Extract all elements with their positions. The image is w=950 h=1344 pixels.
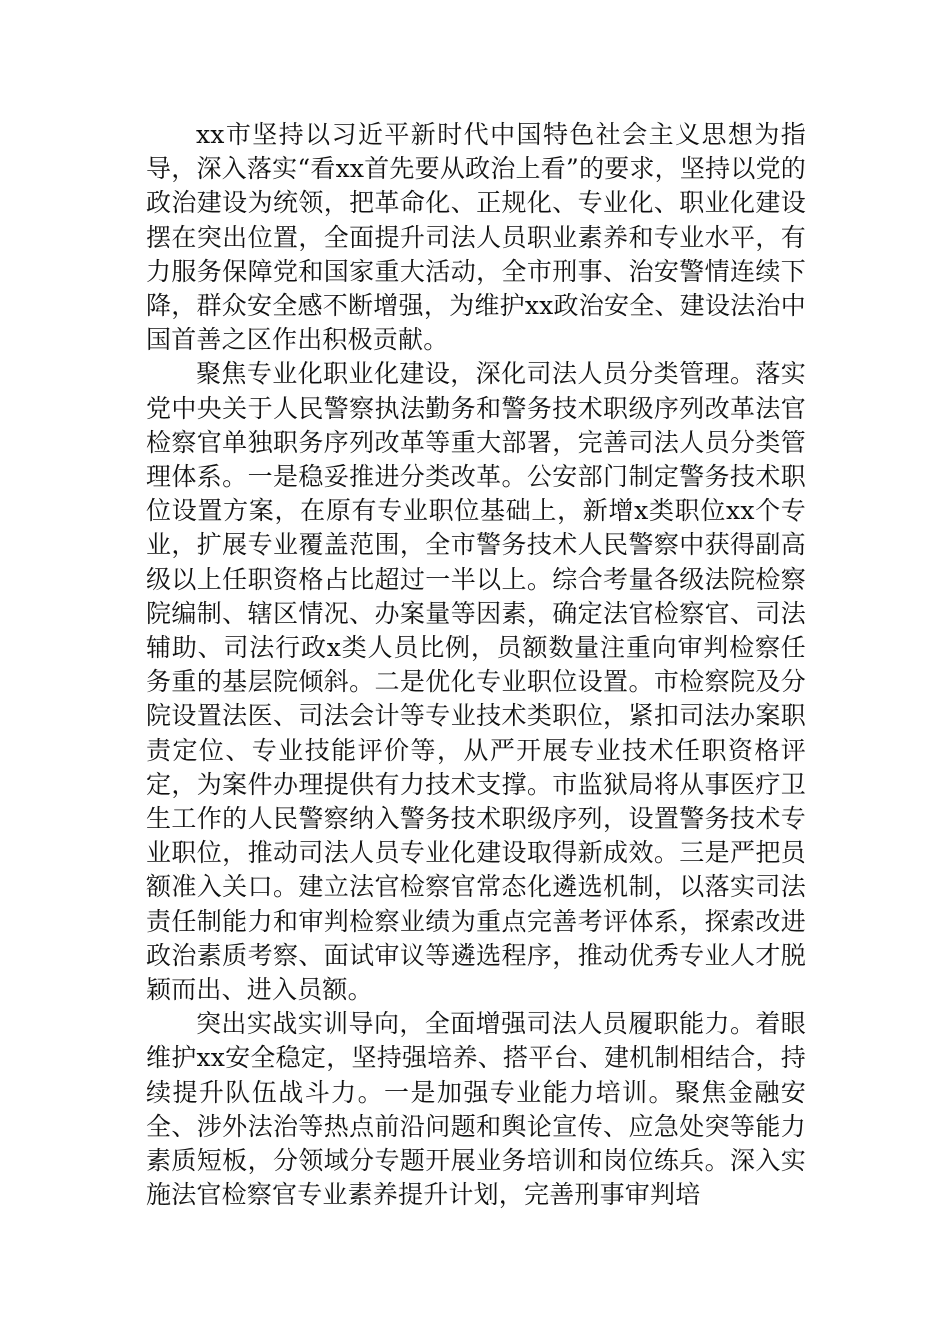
document-body bbox=[146, 118, 806, 1213]
paragraph-intro: xx市坚持以习近平新时代中国特色社会主义思想为指导，深入落实“看xx首先要从政治上看”的要求，坚持以党的政治建设为统领，把革命化、正规化、专业化、职业化建设摆在突出位置，全面提升司法人员职业素养和专业水平，有力服务保障党和国家重大活动，全市刑事、治安警情连续下降，群众安全感不断增强，为维护xx政治安全、建设法治中国首善之区作出积极贡献。 bbox=[146, 120, 806, 355]
paragraph-practical-training: 突出实战实训导向，全面增强司法人员履职能力。着眼维护xx安全稳定，坚持强培养、搭平台、建机制相结合，持续提升队伍战斗力。一是加强专业能力培训。聚焦金融安全、涉外法治等热点前沿问题和舆论宣传、应急处突等能力素质短板，分领域分专题开展业务培训和岗位练兵。深入实施法官检察官专业素养提升计划，完善刑事审判培 bbox=[146, 1009, 806, 1210]
paragraph-classification-management: 聚焦专业化职业化建设，深化司法人员分类管理。落实党中央关于人民警察执法勤务和警务技术职级序列改革法官检察官单独职务序列改革等重大部署，完善司法人员分类管理体系。一是稳妥推进分类改革。公安部门制定警务技术职位设置方案，在原有专业职位基础上，新增x类职位xx个专业，扩展专业覆盖范围，全市警务技术人民警察中获得副高级以上任职资格占比超过一半以上。综合考量各级法院检察院编制、辖区情况、办案量等因素，确定法官检察官、司法辅助、司法行政x类人员比例，员额数量注重向审判检察任务重的基层院倾斜。二是优化专业职位设置。市检察院及分院设置法医、司法会计等专业技术类职位，紧扣司法办案职责定位、专业技能评价等，从严开展专业技术任职资格评定，为案件办理提供有力技术支撑。市监狱局将从事医疗卫生工作的人民警察纳入警务技术职级序列，设置警务技术专业职位，推动司法人员专业化建设取得新成效。三是严把员额准入关口。建立法官检察官常态化遴选机制，以落实司法责任制能力和审判检察业绩为重点完善考评体系，探索改进政治素质考察、面试审议等遴选程序，推动优秀专业人才脱颖而出、进入员额。 bbox=[146, 359, 806, 1005]
